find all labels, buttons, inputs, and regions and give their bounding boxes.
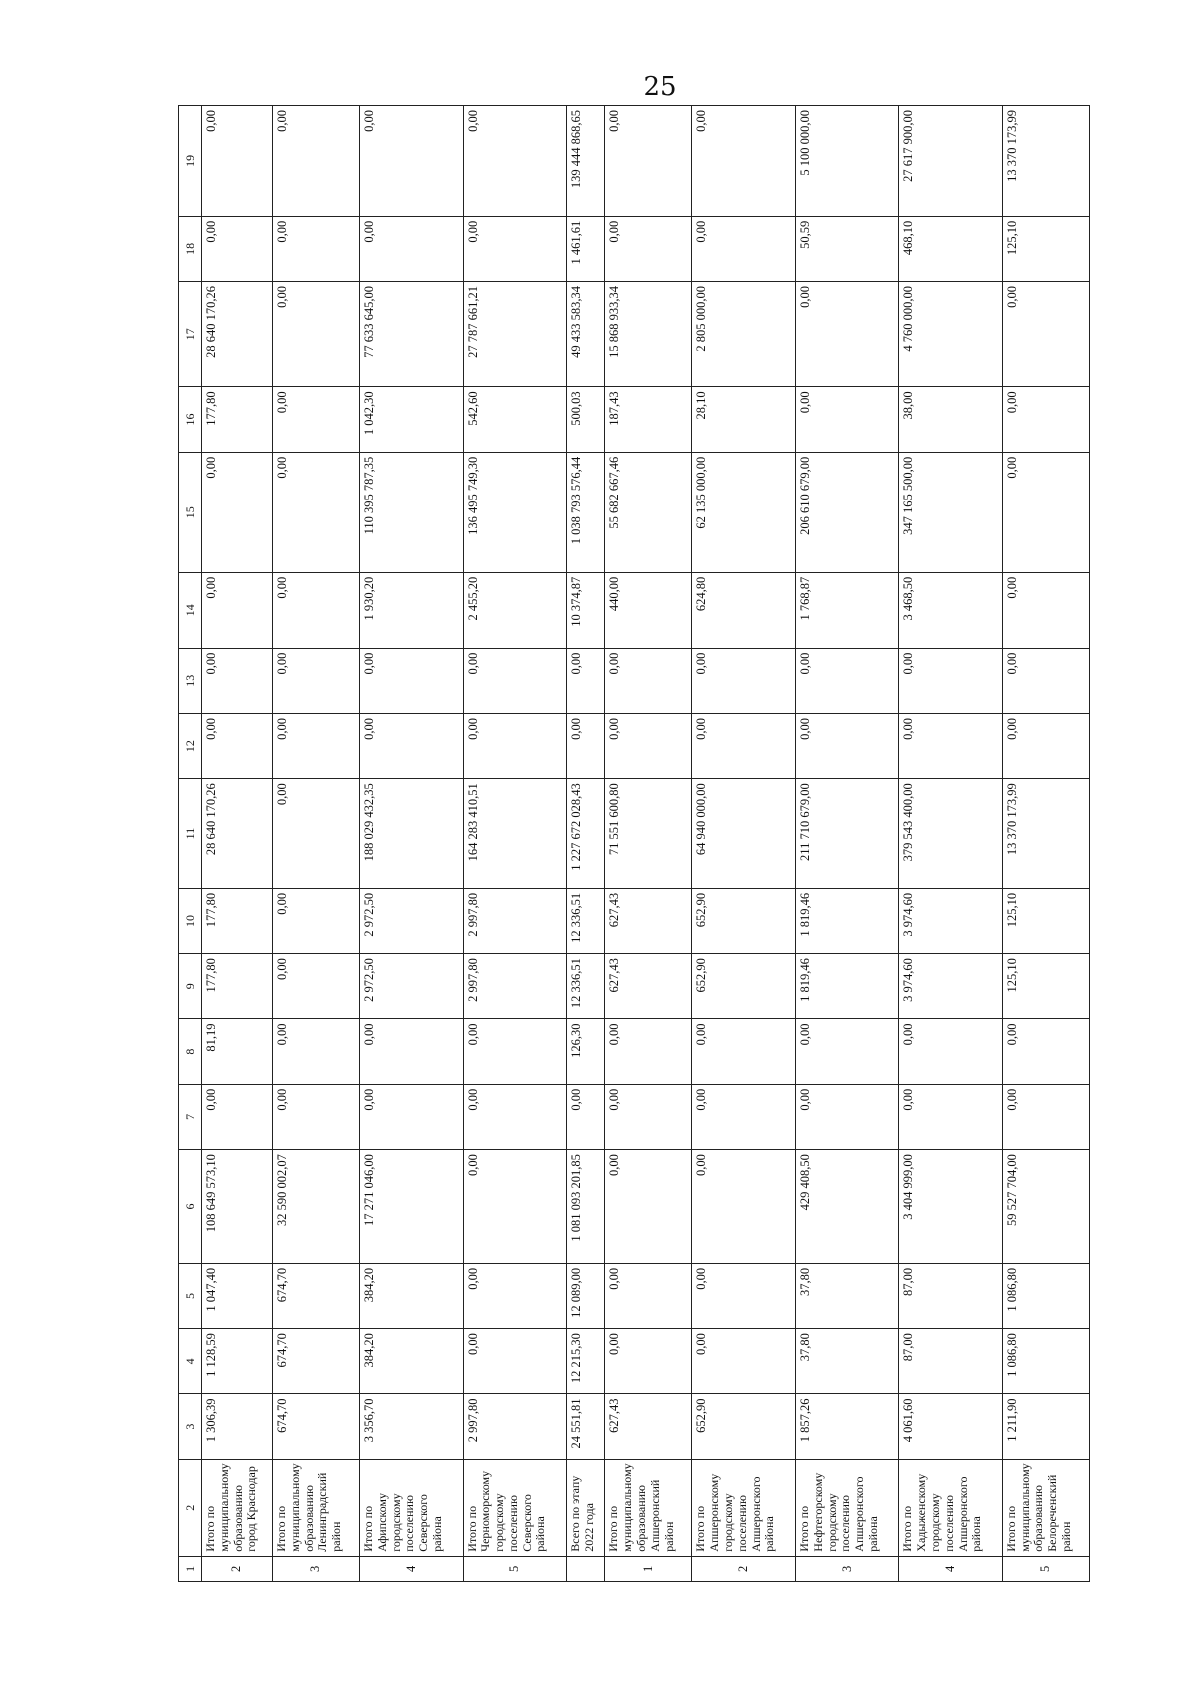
cell-c11: 164 283 410,51 <box>463 779 566 889</box>
cell-c15: 55 682 667,46 <box>605 452 692 572</box>
cell-c7: 0,00 <box>605 1084 692 1149</box>
row-name: Итого по муниципальному образованию Ленинградский район <box>272 1459 359 1556</box>
cell-c3: 2 997,80 <box>463 1394 566 1459</box>
cell-c6: 32 590 002,07 <box>272 1150 359 1264</box>
table-body <box>202 106 1090 1582</box>
cell-c14: 10 374,87 <box>566 572 604 648</box>
cell-c3: 1 211,90 <box>1002 1394 1089 1459</box>
row-name: Итого по муниципальному образованию город Краснодар <box>202 1459 273 1556</box>
column-header-6: 6 <box>179 1150 202 1264</box>
cell-c13: 0,00 <box>795 648 898 713</box>
column-header-8: 8 <box>179 1019 202 1084</box>
cell-c5: 37,80 <box>795 1263 898 1328</box>
cell-c11: 71 551 600,80 <box>605 779 692 889</box>
cell-c12: 0,00 <box>1002 713 1089 778</box>
cell-c18: 468,10 <box>899 216 1002 281</box>
cell-c13: 0,00 <box>605 648 692 713</box>
column-header-16: 16 <box>179 387 202 452</box>
cell-c7: 0,00 <box>202 1084 273 1149</box>
row-name: Итого по муниципальному образованию Апшеронский район <box>605 1459 692 1556</box>
column-header-3: 3 <box>179 1394 202 1459</box>
cell-c11: 28 640 170,26 <box>202 779 273 889</box>
cell-c17: 4 760 000,00 <box>899 282 1002 387</box>
cell-c11: 64 940 000,00 <box>692 779 795 889</box>
cell-c11: 379 543 400,00 <box>899 779 1002 889</box>
cell-c11: 188 029 432,35 <box>360 779 463 889</box>
cell-c18: 0,00 <box>202 216 273 281</box>
cell-c4: 0,00 <box>692 1329 795 1394</box>
cell-c6: 108 649 573,10 <box>202 1150 273 1264</box>
cell-c9: 0,00 <box>272 954 359 1019</box>
cell-c18: 50,59 <box>795 216 898 281</box>
cell-c12: 0,00 <box>795 713 898 778</box>
cell-c14: 1 930,20 <box>360 572 463 648</box>
cell-c15: 206 610 679,00 <box>795 452 898 572</box>
cell-c7: 0,00 <box>899 1084 1002 1149</box>
cell-c17: 0,00 <box>272 282 359 387</box>
cell-c9: 177,80 <box>202 954 273 1019</box>
cell-c4: 1 086,80 <box>1002 1329 1089 1394</box>
column-header-12: 12 <box>179 713 202 778</box>
cell-c9: 125,10 <box>1002 954 1089 1019</box>
cell-c19: 139 444 868,65 <box>566 106 604 217</box>
column-header-13: 13 <box>179 648 202 713</box>
cell-c10: 177,80 <box>202 888 273 953</box>
page-number: 25 <box>643 72 677 102</box>
cell-c18: 1 461,61 <box>566 216 604 281</box>
column-header-19: 19 <box>179 106 202 217</box>
cell-c7: 0,00 <box>692 1084 795 1149</box>
row-index: 4 <box>899 1556 1002 1581</box>
row-index: 3 <box>795 1556 898 1581</box>
cell-c4: 0,00 <box>605 1329 692 1394</box>
cell-c11: 0,00 <box>272 779 359 889</box>
cell-c5: 0,00 <box>692 1263 795 1328</box>
cell-c14: 2 455,20 <box>463 572 566 648</box>
cell-c11: 1 227 672 028,43 <box>566 779 604 889</box>
table-container <box>178 105 1090 1582</box>
cell-c19: 27 617 900,00 <box>899 106 1002 217</box>
table-row <box>1002 106 1089 1582</box>
column-header-10: 10 <box>179 888 202 953</box>
cell-c13: 0,00 <box>1002 648 1089 713</box>
cell-c15: 347 165 500,00 <box>899 452 1002 572</box>
cell-c16: 542,60 <box>463 387 566 452</box>
cell-c14: 3 468,50 <box>899 572 1002 648</box>
cell-c12: 0,00 <box>899 713 1002 778</box>
cell-c18: 0,00 <box>360 216 463 281</box>
cell-c16: 187,43 <box>605 387 692 452</box>
cell-c14: 624,80 <box>692 572 795 648</box>
cell-c6: 17 271 046,00 <box>360 1150 463 1264</box>
table-row <box>202 106 273 1582</box>
row-name: Всего по этапу 2022 года <box>566 1459 604 1556</box>
column-header-15: 15 <box>179 452 202 572</box>
cell-c8: 0,00 <box>1002 1019 1089 1084</box>
cell-c3: 674,70 <box>272 1394 359 1459</box>
cell-c19: 0,00 <box>272 106 359 217</box>
cell-c18: 0,00 <box>463 216 566 281</box>
cell-c14: 0,00 <box>272 572 359 648</box>
cell-c17: 0,00 <box>795 282 898 387</box>
cell-c9: 2 972,50 <box>360 954 463 1019</box>
header-row <box>179 106 202 1582</box>
cell-c7: 0,00 <box>1002 1084 1089 1149</box>
cell-c13: 0,00 <box>360 648 463 713</box>
cell-c17: 15 868 933,34 <box>605 282 692 387</box>
cell-c5: 87,00 <box>899 1263 1002 1328</box>
row-index: 4 <box>360 1556 463 1581</box>
row-index: 1 <box>605 1556 692 1581</box>
cell-c9: 2 997,80 <box>463 954 566 1019</box>
cell-c16: 28,10 <box>692 387 795 452</box>
row-name: Итого по Афипскому городскому поселению Северского района <box>360 1459 463 1556</box>
cell-c3: 1 306,39 <box>202 1394 273 1459</box>
table-row <box>463 106 566 1582</box>
data-table <box>178 105 1090 1582</box>
table-row <box>899 106 1002 1582</box>
cell-c9: 3 974,60 <box>899 954 1002 1019</box>
cell-c18: 0,00 <box>272 216 359 281</box>
rotated-table <box>178 105 1090 1582</box>
cell-c8: 0,00 <box>360 1019 463 1084</box>
cell-c17: 28 640 170,26 <box>202 282 273 387</box>
cell-c6: 0,00 <box>692 1150 795 1264</box>
cell-c8: 0,00 <box>795 1019 898 1084</box>
cell-c4: 674,70 <box>272 1329 359 1394</box>
cell-c6: 59 527 704,00 <box>1002 1150 1089 1264</box>
cell-c8: 0,00 <box>899 1019 1002 1084</box>
cell-c19: 13 370 173,99 <box>1002 106 1089 217</box>
cell-c13: 0,00 <box>272 648 359 713</box>
cell-c9: 12 336,51 <box>566 954 604 1019</box>
column-header-2: 2 <box>179 1459 202 1556</box>
column-header-4: 4 <box>179 1329 202 1394</box>
cell-c18: 0,00 <box>605 216 692 281</box>
row-name: Итого по Апшеронскому городскому поселению Апшеронского района <box>692 1459 795 1556</box>
cell-c7: 0,00 <box>360 1084 463 1149</box>
cell-c15: 110 395 787,35 <box>360 452 463 572</box>
cell-c5: 1 047,40 <box>202 1263 273 1328</box>
cell-c3: 4 061,60 <box>899 1394 1002 1459</box>
cell-c15: 0,00 <box>202 452 273 572</box>
cell-c13: 0,00 <box>899 648 1002 713</box>
cell-c3: 627,43 <box>605 1394 692 1459</box>
table-row <box>272 106 359 1582</box>
cell-c15: 136 495 749,30 <box>463 452 566 572</box>
cell-c6: 3 404 999,00 <box>899 1150 1002 1264</box>
cell-c19: 0,00 <box>202 106 273 217</box>
cell-c8: 0,00 <box>463 1019 566 1084</box>
cell-c19: 0,00 <box>692 106 795 217</box>
table-row <box>566 106 604 1582</box>
cell-c15: 0,00 <box>1002 452 1089 572</box>
column-header-17: 17 <box>179 282 202 387</box>
cell-c18: 125,10 <box>1002 216 1089 281</box>
row-index: 2 <box>692 1556 795 1581</box>
cell-c11: 211 710 679,00 <box>795 779 898 889</box>
cell-c12: 0,00 <box>360 713 463 778</box>
cell-c6: 0,00 <box>463 1150 566 1264</box>
cell-c6: 429 408,50 <box>795 1150 898 1264</box>
cell-c10: 125,10 <box>1002 888 1089 953</box>
cell-c16: 177,80 <box>202 387 273 452</box>
table-row <box>360 106 463 1582</box>
row-index: 3 <box>272 1556 359 1581</box>
cell-c3: 3 356,70 <box>360 1394 463 1459</box>
cell-c4: 87,00 <box>899 1329 1002 1394</box>
cell-c10: 2 972,50 <box>360 888 463 953</box>
cell-c13: 0,00 <box>566 648 604 713</box>
column-header-18: 18 <box>179 216 202 281</box>
cell-c13: 0,00 <box>692 648 795 713</box>
cell-c7: 0,00 <box>566 1084 604 1149</box>
cell-c19: 5 100 000,00 <box>795 106 898 217</box>
row-name: Итого по Черноморскому городскому поселению Северского района <box>463 1459 566 1556</box>
cell-c6: 1 081 093 201,85 <box>566 1150 604 1264</box>
column-header-9: 9 <box>179 954 202 1019</box>
cell-c13: 0,00 <box>463 648 566 713</box>
row-name: Итого по Нефтегорскому городскому поселению Апшеронского района <box>795 1459 898 1556</box>
cell-c19: 0,00 <box>360 106 463 217</box>
cell-c17: 2 805 000,00 <box>692 282 795 387</box>
cell-c14: 1 768,87 <box>795 572 898 648</box>
cell-c17: 49 433 583,34 <box>566 282 604 387</box>
column-header-14: 14 <box>179 572 202 648</box>
cell-c14: 440,00 <box>605 572 692 648</box>
cell-c4: 12 215,30 <box>566 1329 604 1394</box>
cell-c12: 0,00 <box>605 713 692 778</box>
cell-c4: 0,00 <box>463 1329 566 1394</box>
table-row <box>605 106 692 1582</box>
cell-c5: 12 089,00 <box>566 1263 604 1328</box>
cell-c7: 0,00 <box>272 1084 359 1149</box>
row-index <box>566 1556 604 1581</box>
cell-c10: 2 997,80 <box>463 888 566 953</box>
cell-c4: 384,20 <box>360 1329 463 1394</box>
cell-c17: 27 787 661,21 <box>463 282 566 387</box>
cell-c9: 627,43 <box>605 954 692 1019</box>
cell-c16: 0,00 <box>795 387 898 452</box>
cell-c6: 0,00 <box>605 1150 692 1264</box>
cell-c15: 62 135 000,00 <box>692 452 795 572</box>
cell-c10: 0,00 <box>272 888 359 953</box>
cell-c5: 1 086,80 <box>1002 1263 1089 1328</box>
cell-c8: 126,30 <box>566 1019 604 1084</box>
cell-c5: 0,00 <box>463 1263 566 1328</box>
cell-c8: 0,00 <box>692 1019 795 1084</box>
column-header-11: 11 <box>179 779 202 889</box>
column-header-5: 5 <box>179 1263 202 1328</box>
cell-c17: 77 633 645,00 <box>360 282 463 387</box>
cell-c8: 0,00 <box>605 1019 692 1084</box>
cell-c5: 0,00 <box>605 1263 692 1328</box>
cell-c5: 384,20 <box>360 1263 463 1328</box>
cell-c8: 81,19 <box>202 1019 273 1084</box>
cell-c3: 1 857,26 <box>795 1394 898 1459</box>
row-index: 2 <box>202 1556 273 1581</box>
cell-c16: 0,00 <box>272 387 359 452</box>
cell-c3: 652,90 <box>692 1394 795 1459</box>
cell-c10: 627,43 <box>605 888 692 953</box>
cell-c12: 0,00 <box>272 713 359 778</box>
cell-c12: 0,00 <box>692 713 795 778</box>
table-row <box>692 106 795 1582</box>
cell-c3: 24 551,81 <box>566 1394 604 1459</box>
cell-c5: 674,70 <box>272 1263 359 1328</box>
cell-c15: 1 038 793 576,44 <box>566 452 604 572</box>
row-name: Итого по муниципальному образованию Белореченский район <box>1002 1459 1089 1556</box>
cell-c4: 37,80 <box>795 1329 898 1394</box>
row-index: 5 <box>463 1556 566 1581</box>
cell-c14: 0,00 <box>202 572 273 648</box>
cell-c12: 0,00 <box>202 713 273 778</box>
cell-c16: 0,00 <box>1002 387 1089 452</box>
cell-c7: 0,00 <box>795 1084 898 1149</box>
cell-c12: 0,00 <box>566 713 604 778</box>
column-header-7: 7 <box>179 1084 202 1149</box>
column-header-1: 1 <box>179 1556 202 1581</box>
cell-c17: 0,00 <box>1002 282 1089 387</box>
cell-c12: 0,00 <box>463 713 566 778</box>
cell-c19: 0,00 <box>605 106 692 217</box>
cell-c11: 13 370 173,99 <box>1002 779 1089 889</box>
cell-c10: 1 819,46 <box>795 888 898 953</box>
cell-c4: 1 128,59 <box>202 1329 273 1394</box>
cell-c14: 0,00 <box>1002 572 1089 648</box>
cell-c10: 12 336,51 <box>566 888 604 953</box>
cell-c9: 1 819,46 <box>795 954 898 1019</box>
cell-c13: 0,00 <box>202 648 273 713</box>
cell-c9: 652,90 <box>692 954 795 1019</box>
cell-c10: 652,90 <box>692 888 795 953</box>
cell-c15: 0,00 <box>272 452 359 572</box>
cell-c18: 0,00 <box>692 216 795 281</box>
row-index: 5 <box>1002 1556 1089 1581</box>
cell-c16: 1 042,30 <box>360 387 463 452</box>
cell-c10: 3 974,60 <box>899 888 1002 953</box>
cell-c19: 0,00 <box>463 106 566 217</box>
cell-c8: 0,00 <box>272 1019 359 1084</box>
cell-c7: 0,00 <box>463 1084 566 1149</box>
cell-c16: 500,03 <box>566 387 604 452</box>
row-name: Итого по Хадыженскому городскому поселению Апшеронского района <box>899 1459 1002 1556</box>
table-row <box>795 106 898 1582</box>
cell-c16: 38,00 <box>899 387 1002 452</box>
